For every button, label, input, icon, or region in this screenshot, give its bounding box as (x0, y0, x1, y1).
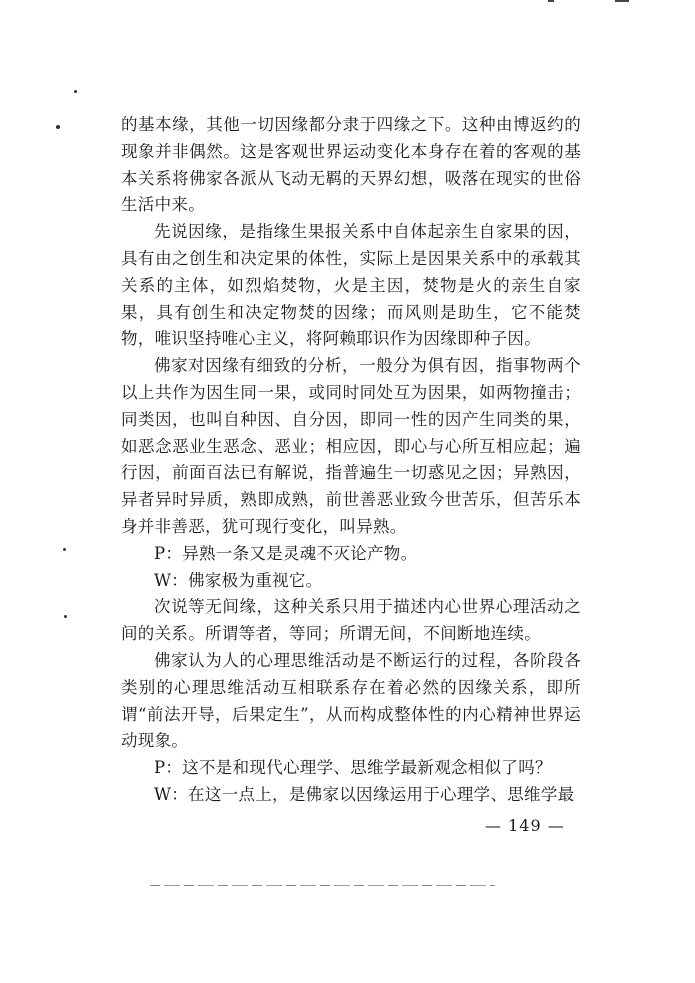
dialogue-line: W：佛家极为重视它。 (154, 570, 323, 590)
scan-speck (56, 125, 60, 129)
top-edge-mark (615, 0, 629, 2)
top-edge-mark (548, 0, 554, 2)
scan-speck (63, 548, 66, 551)
scan-artifact-line (150, 885, 495, 886)
dialogue-line: P：异熟一条又是灵魂不灭论产物。 (154, 543, 418, 563)
dialogue-line: W：在这一点上，是佛家以因缘运用于心理学、思维学最 (154, 784, 575, 804)
paragraph: 佛家对因缘有细致的分析，一般分为俱有因，指事物两个以上共作为因生同一果，或同时同处互为因果，如两物撞击；同类因，也叫自种因、自分因，即同一性的因产生同类的果，如恶念恶业生恶念、恶业；相应因，即心与心所互相应起；遍行因，前面百法已有解说，指普遍生一切惑见之因；异熟因，异者异时异质，熟即成熟，前世善恶业致今世苦乐，但苦乐本身并非善恶，犹可现行变化，叫异熟。 (121, 356, 581, 536)
page-number: — 149 — (485, 816, 565, 835)
scan-speck (74, 90, 77, 93)
paragraph: 的基本缘，其他一切因缘都分隶于四缘之下。这种由博返约的现象并非偶然。这是客观世界运动变化本身存在着的客观的基本关系将佛家各派从飞动无羁的天界幻想，吸落在现实的世俗生活中来。 (121, 115, 581, 215)
scan-speck (64, 615, 67, 618)
paragraph: 佛家认为人的心理思维活动是不断运行的过程，各阶段各类别的心理思维活动互相联系存在着必然的因缘关系，即所谓“前法开导，后果定生”，从而构成整体性的内心精神世界运动现象。 (121, 650, 581, 751)
paragraph: 先说因缘，是指缘生果报关系中自体起亲生自家果的因，具有由之创生和决定果的体性，实际上是因果关系中的承载其关系的主体，如烈焰焚物，火是主因，焚物是火的亲生自家果，具有创生和决定物焚的因缘；而风则是助生，它不能焚物，唯识坚持唯心主义，将阿赖耶识作为因缘即种子因。 (121, 222, 581, 349)
dialogue-line: P：这不是和现代心理学、思维学最新观念相似了吗？ (154, 758, 552, 778)
body-text (121, 112, 581, 809)
paragraph: 次说等无间缘，这种关系只用于描述内心世界心理活动之间的关系。所谓等者，等同；所谓无间，不间断地连续。 (121, 597, 581, 644)
